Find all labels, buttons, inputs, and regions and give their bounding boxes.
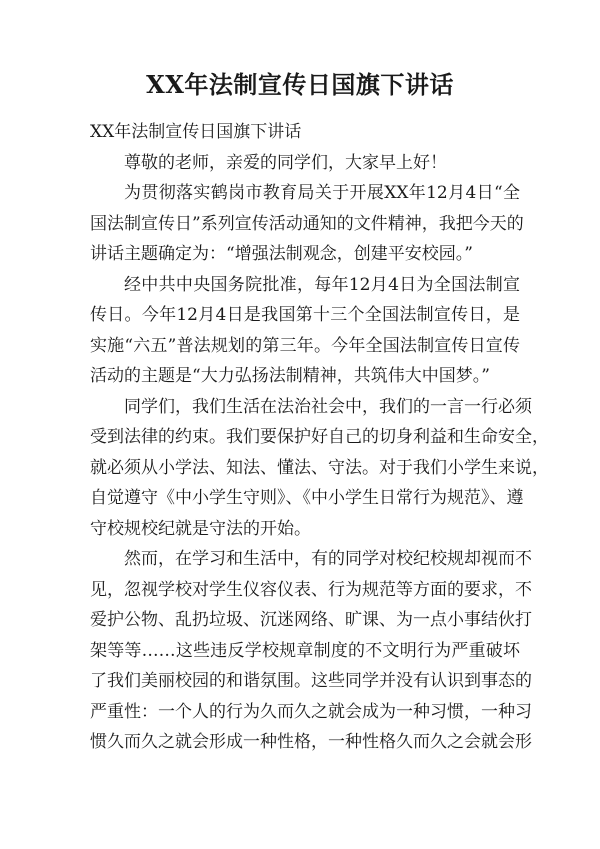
- paragraph-line: 实施“六五”普法规划的第三年。今年全国法制宣传日宣传: [90, 335, 520, 356]
- paragraph-line: 活动的主题是“大力弘扬法制精神，共筑伟大中国梦。”: [90, 366, 490, 386]
- paragraph-line: 然而，在学习和生活中，有的同学对校纪校规却视而不: [124, 549, 532, 569]
- paragraph-line: 严重性：一个人的行为久而久之就会成为一种习惯，一种习: [90, 701, 532, 722]
- document-body: [90, 117, 549, 758]
- paragraph-line: 传日。今年12月4日是我国第十三个全国法制宣传日，是: [90, 305, 520, 325]
- paragraph-law-abiding: [90, 392, 549, 545]
- paragraph-line: 惯久而久之就会形成一种性格，一种性格久而久之会就会形: [90, 732, 532, 752]
- document-subtitle: XX年法制宣传日国旗下讲话: [90, 122, 302, 142]
- paragraph-background: [90, 270, 520, 392]
- paragraph-purpose: [90, 178, 524, 270]
- paragraph-line: 见，忽视学校对学生仪容仪表、行为规范等方面的要求，不: [90, 579, 532, 600]
- paragraph-line: 了我们美丽校园的和谐氛围。这些同学并没有认识到事态的: [90, 671, 532, 691]
- paragraph-line: 经中共中央国务院批准，每年12月4日为全国法制宣: [124, 274, 520, 295]
- paragraph-problems: [90, 544, 532, 758]
- paragraph-line: 同学们，我们生活在法治社会中，我们的一言一行必须: [124, 396, 532, 417]
- paragraph-line: 为贯彻落实鹤岗市教育局关于开展XX年12月4日“全: [124, 183, 520, 203]
- paragraph-line: 讲话主题确定为：“增强法制观念，创建平安校园。”: [90, 244, 473, 264]
- paragraph-line: 架等等……这些违反学校规章制度的不文明行为严重破坏: [90, 640, 520, 661]
- paragraph-line: 国法制宣传日”系列宣传活动通知的文件精神，我把今天的: [90, 213, 524, 234]
- document-title: XX年法制宣传日国旗下讲话: [146, 70, 454, 99]
- paragraph-line: 尊敬的老师，亲爱的同学们，大家早上好！: [124, 152, 447, 173]
- paragraph-line: 自觉遵守《中小学生守则》、《中小学生日常行为规范》、遵: [90, 488, 524, 508]
- paragraph-greeting: [90, 148, 520, 179]
- paragraph-line: 守校规校纪就是守法的开始。: [90, 518, 311, 539]
- paragraph-line: 受到法律的约束。我们要保护好自己的切身利益和生命安全，: [90, 427, 549, 447]
- paragraph-line: 爱护公物、乱扔垃圾、沉迷网络、旷课、为一点小事结伙打: [90, 610, 532, 630]
- paragraph-line: 就必须从小学法、知法、懂法、守法。对于我们小学生来说，: [90, 457, 549, 478]
